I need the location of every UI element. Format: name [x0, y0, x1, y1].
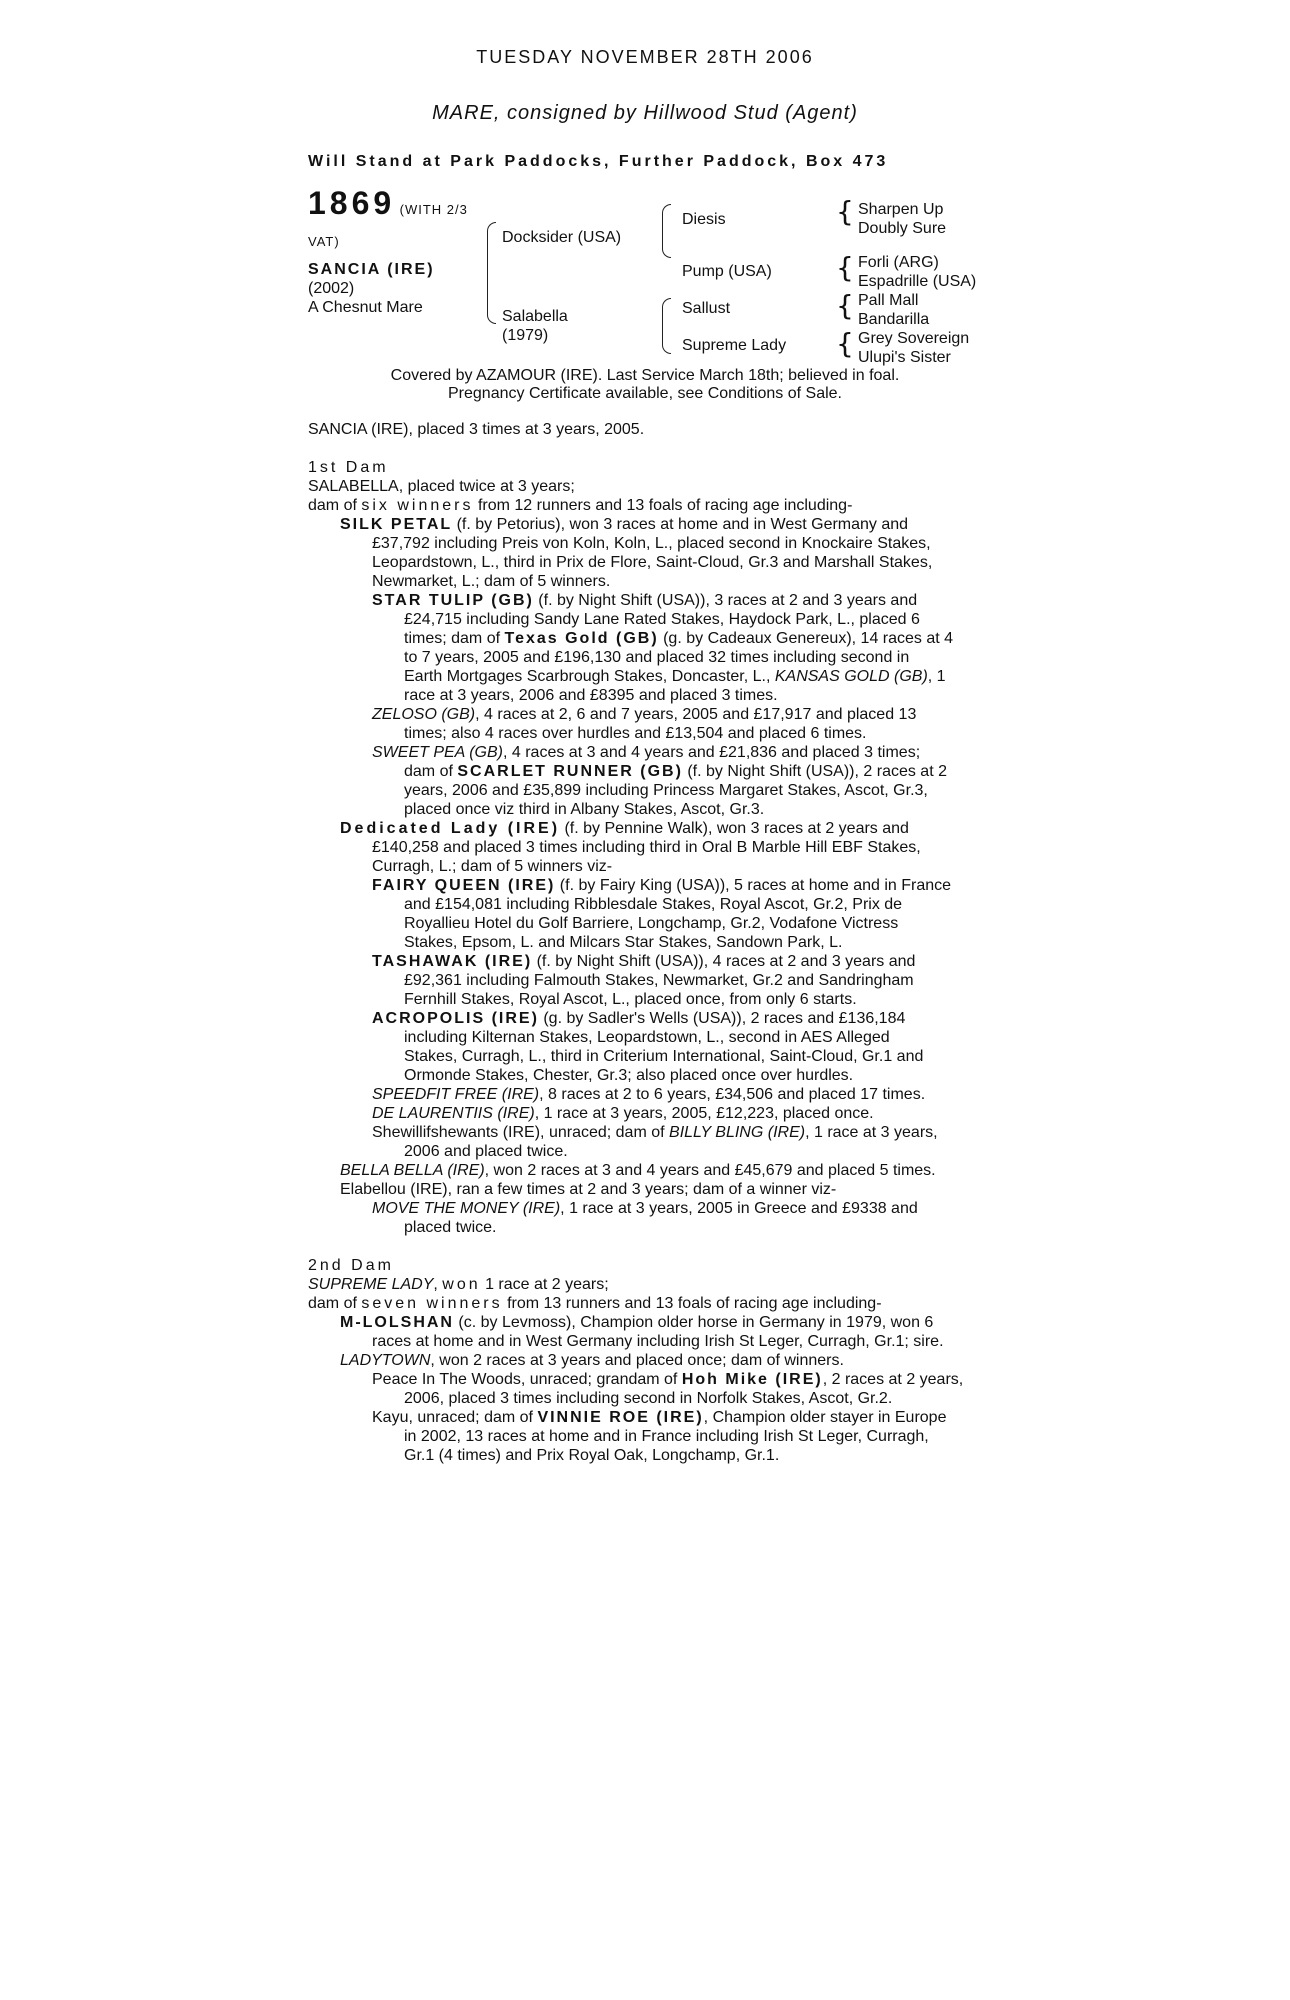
pedigree-brace-sire	[662, 204, 671, 258]
horse-ref: SWEET PEA (GB)	[372, 744, 503, 761]
list-item-cont: races at home and in West Germany including Irish St Leger, Curragh, Gr.1; sire.	[372, 1333, 944, 1350]
text-run: , Champion older stayer in Europe	[703, 1409, 947, 1426]
pedigree-g4: Espadrille (USA)	[858, 273, 977, 290]
text-run: times; dam of	[404, 630, 505, 647]
pregnancy-note: Pregnancy Certificate available, see Conditions of Sale.	[448, 385, 842, 402]
first-dam-produce	[308, 496, 852, 515]
text-run: won	[442, 1276, 481, 1293]
list-item-cont: Stakes, Curragh, L., third in Criterium International, Saint-Cloud, Gr.1 and	[404, 1048, 924, 1065]
list-item-cont: £24,715 including Sandy Lane Rated Stakes, Haydock Park, L., placed 6	[404, 611, 920, 628]
list-item-cont: to 7 years, 2005 and £196,130 and placed 32 times including second in	[404, 649, 910, 666]
list-item	[372, 876, 951, 895]
list-item-cont: Gr.1 (4 times) and Prix Royal Oak, Longchamp, Gr.1.	[404, 1447, 780, 1464]
brace-g34-icon: {	[836, 251, 854, 284]
covering-note: Covered by AZAMOUR (IRE). Last Service March 18th; believed in foal.	[390, 367, 900, 384]
horse-ref: SILK PETAL	[340, 516, 453, 533]
pedigree-dam-sire: Sallust	[682, 300, 731, 317]
second-dam-produce	[308, 1294, 882, 1313]
text-run: from 13 runners and 13 foals of racing age including-	[502, 1295, 882, 1312]
pedigree-brace-main	[487, 222, 496, 324]
list-item-cont: Stakes, Epsom, L. and Milcars Star Stakes, Sandown Park, L.	[404, 934, 843, 951]
winners-count: six winners	[361, 497, 474, 514]
text-run: (g. by Cadeaux Genereux), 14 races at 4	[658, 630, 954, 647]
text-run: (f. by Pennine Walk), won 3 races at 2 years and	[560, 820, 909, 837]
list-item-cont: 2006 and placed twice.	[404, 1143, 568, 1160]
text-run: Earth Mortgages Scarbrough Stakes, Doncaster, L.,	[404, 668, 775, 685]
horse-ref: STAR TULIP (GB)	[372, 592, 534, 609]
text-run: , 4 races at 2, 6 and 7 years, 2005 and £17,917 and placed 13	[475, 706, 917, 723]
text-run: from 12 runners and 13 foals of racing age including-	[473, 497, 853, 514]
pedigree-g8: Ulupi's Sister	[858, 349, 951, 366]
pedigree-g7: Grey Sovereign	[858, 330, 970, 347]
pedigree-g3: Forli (ARG)	[858, 254, 939, 271]
text-run: , 1	[927, 668, 946, 685]
list-item-cont: in 2002, 13 races at home and in France including Irish St Leger, Curragh,	[404, 1428, 929, 1445]
list-item-cont: times; also 4 races over hurdles and £13,504 and placed 6 times.	[404, 725, 867, 742]
second-dam-line	[308, 1275, 609, 1294]
list-item	[372, 743, 920, 762]
text-run: , 8 races at 2 to 6 years, £34,506 and placed 17 times.	[539, 1086, 926, 1103]
pedigree-dam-year: (1979)	[502, 327, 549, 344]
horse-ref: BILLY BLING (IRE)	[669, 1124, 806, 1141]
list-item	[372, 1370, 963, 1389]
pedigree-brace-dam	[662, 298, 671, 354]
list-item-cont: 2006, placed 3 times including second in Norfolk Stakes, Ascot, Gr.2.	[404, 1390, 893, 1407]
text-run: (f. by Night Shift (USA)), 4 races at 2 and 3 years and	[532, 953, 916, 970]
horse-ref: KANSAS GOLD (GB)	[774, 668, 928, 685]
horse-ref: VINNIE ROE (IRE)	[537, 1409, 704, 1426]
list-item-cont: race at 3 years, 2006 and £8395 and placed 3 times.	[404, 687, 778, 704]
consignment-line: MARE, consigned by Hillwood Stud (Agent)	[432, 102, 858, 124]
list-item-cont: placed twice.	[404, 1219, 497, 1236]
text-run: ,	[433, 1276, 443, 1293]
list-item	[340, 1313, 933, 1332]
horse-year: (2002)	[308, 280, 355, 297]
sale-date: TUESDAY NOVEMBER 28TH 2006	[476, 47, 814, 67]
horse-ref: ACROPOLIS (IRE)	[372, 1010, 539, 1027]
text-run: (f. by Fairy King (USA)), 5 races at home and in France	[555, 877, 952, 894]
horse-ref: SPEEDFIT FREE (IRE)	[372, 1086, 540, 1103]
list-item-cont: Royallieu Hotel du Golf Barriere, Longchamp, Gr.2, Vodafone Victress	[404, 915, 899, 932]
lot-vat: (WITH 2/3	[399, 202, 468, 217]
text-run: (f. by Night Shift (USA)), 2 races at 2	[682, 763, 947, 780]
text-run: Peace In The Woods, unraced; grandam of	[372, 1371, 682, 1388]
text-run: Kayu, unraced; dam of	[372, 1409, 538, 1426]
text-run: (c. by Levmoss), Champion older horse in Germany in 1979, won 6	[453, 1314, 934, 1331]
horse-ref: Texas Gold (GB)	[504, 630, 659, 647]
list-item-cont	[404, 667, 946, 686]
brace-g78-icon: {	[836, 327, 854, 360]
list-item-cont	[404, 762, 947, 781]
text-run: , won 2 races at 3 and 4 years and £45,679 and placed 5 times.	[484, 1162, 936, 1179]
pedigree-dam-dam: Supreme Lady	[682, 337, 787, 354]
horse-ref: SUPREME LADY	[308, 1276, 434, 1293]
list-item	[372, 1408, 946, 1427]
pedigree-g2: Doubly Sure	[858, 220, 947, 237]
list-item-cont	[404, 629, 953, 648]
list-item-cont: £140,258 and placed 3 times including third in Oral B Marble Hill EBF Stakes,	[372, 839, 921, 856]
horse-ref: BELLA BELLA (IRE)	[340, 1162, 485, 1179]
horse-ref: ZELOSO (GB)	[372, 706, 476, 723]
list-item-cont: Fernhill Stakes, Royal Ascot, L., placed once, from only 6 starts.	[404, 991, 857, 1008]
pedigree-g1: Sharpen Up	[858, 201, 944, 218]
list-item	[372, 705, 916, 724]
text-run: , 2 races at 2 years,	[822, 1371, 964, 1388]
list-item	[372, 1009, 905, 1028]
horse-ref: M-LOLSHAN	[340, 1314, 454, 1331]
horse-description: A Chesnut Mare	[308, 299, 423, 316]
pedigree-dam: Salabella	[502, 308, 568, 325]
horse-ref: DE LAURENTIIS (IRE)	[372, 1105, 535, 1122]
horse-ref: MOVE THE MONEY (IRE)	[372, 1200, 561, 1217]
pedigree-sire-dam: Pump (USA)	[682, 263, 772, 280]
lot-summary: SANCIA (IRE), placed 3 times at 3 years, 2005.	[308, 421, 645, 438]
list-item	[372, 1199, 918, 1218]
horse-ref: Dedicated Lady (IRE)	[340, 820, 561, 837]
second-dam-heading: 2nd Dam	[308, 1257, 394, 1274]
list-item	[372, 1123, 938, 1142]
lot-heading	[308, 185, 468, 221]
list-item-cont: Newmarket, L.; dam of 5 winners.	[372, 573, 611, 590]
winners-count: seven winners	[361, 1295, 503, 1312]
list-item-cont: and £154,081 including Ribblesdale Stakes, Royal Ascot, Gr.2, Prix de	[404, 896, 903, 913]
horse-ref: SCARLET RUNNER (GB)	[457, 763, 683, 780]
pedigree-sire: Docksider (USA)	[502, 229, 622, 246]
brace-g12-icon: {	[836, 195, 854, 228]
list-item-cont: Ormonde Stakes, Chester, Gr.3; also placed once over hurdles.	[404, 1067, 854, 1084]
text-run: dam of	[404, 763, 458, 780]
list-item	[340, 1161, 936, 1180]
text-run: , 1 race at 3 years,	[805, 1124, 938, 1141]
list-item-cont: £37,792 including Preis von Koln, Koln, L., placed second in Knockaire Stakes,	[372, 535, 931, 552]
list-item	[340, 1351, 844, 1370]
list-item-cont: Curragh, L.; dam of 5 winners viz-	[372, 858, 613, 875]
list-item: Elabellou (IRE), ran a few times at 2 and 3 years; dam of a winner viz-	[340, 1181, 837, 1198]
stand-location: Will Stand at Park Paddocks, Further Paddock, Box 473	[308, 153, 889, 170]
text-run: (f. by Petorius), won 3 races at home and in West Germany and	[452, 516, 909, 533]
lot-vat-cont: VAT)	[308, 234, 340, 249]
horse-ref: TASHAWAK (IRE)	[372, 953, 533, 970]
pedigree-sire-sire: Diesis	[682, 211, 726, 228]
brace-g56-icon: {	[836, 289, 854, 322]
first-dam-heading: 1st Dam	[308, 459, 389, 476]
list-item-cont: Leopardstown, L., third in Prix de Flore, Saint-Cloud, Gr.3 and Marshall Stakes,	[372, 554, 933, 571]
list-item	[340, 819, 909, 838]
text-run: dam of	[308, 1295, 362, 1312]
horse-name: SANCIA (IRE)	[308, 261, 435, 278]
list-item-cont: including Kilternan Stakes, Leopardstown, L., second in AES Alleged	[404, 1029, 890, 1046]
list-item-cont: years, 2006 and £35,899 including Princess Margaret Stakes, Ascot, Gr.3,	[404, 782, 928, 799]
list-item	[372, 952, 915, 971]
text-run: dam of	[308, 497, 362, 514]
text-run: Shewillifshewants (IRE), unraced; dam of	[372, 1124, 670, 1141]
text-run: , 1 race at 3 years, 2005 in Greece and £9338 and	[560, 1200, 918, 1217]
first-dam-line: SALABELLA, placed twice at 3 years;	[308, 478, 575, 495]
pedigree-g5: Pall Mall	[858, 292, 919, 309]
text-run: (g. by Sadler's Wells (USA)), 2 races and £136,184	[538, 1010, 906, 1027]
list-item	[372, 591, 917, 610]
text-run: , 4 races at 3 and 4 years and £21,836 and placed 3 times;	[502, 744, 921, 761]
pedigree-g6: Bandarilla	[858, 311, 930, 328]
list-item	[340, 515, 908, 534]
horse-ref: LADYTOWN	[340, 1352, 431, 1369]
horse-ref: FAIRY QUEEN (IRE)	[372, 877, 556, 894]
text-run: (f. by Night Shift (USA)), 3 races at 2 and 3 years and	[533, 592, 918, 609]
list-item-cont: placed once viz third in Albany Stakes, Ascot, Gr.3.	[404, 801, 765, 818]
list-item-cont: £92,361 including Falmouth Stakes, Newmarket, Gr.2 and Sandringham	[404, 972, 914, 989]
horse-ref: Hoh Mike (IRE)	[681, 1371, 823, 1388]
list-item	[372, 1104, 874, 1123]
text-run: , 1 race at 3 years, 2005, £12,223, placed once.	[534, 1105, 874, 1122]
lot-number: 1869	[308, 185, 396, 221]
text-run: 1 race at 2 years;	[480, 1276, 609, 1293]
list-item	[372, 1085, 925, 1104]
text-run: , won 2 races at 3 years and placed once; dam of winners.	[430, 1352, 844, 1369]
